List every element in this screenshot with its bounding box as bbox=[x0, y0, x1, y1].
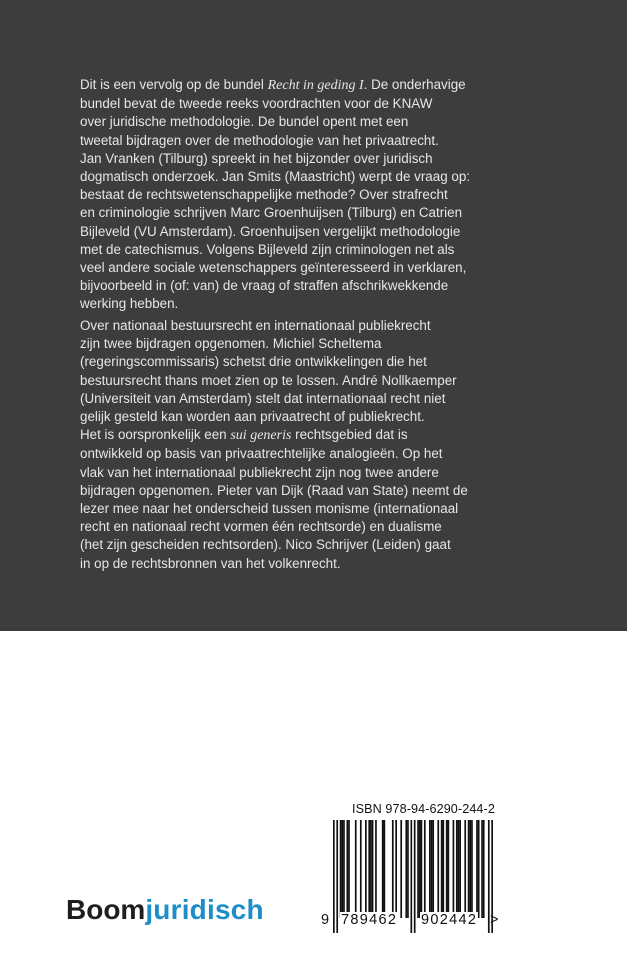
italic-title: Recht in geding I bbox=[267, 78, 364, 93]
text-line: veel andere sociale wetenschappers geïnteresseerd in verklaren, bbox=[80, 260, 467, 276]
barcode-bar bbox=[478, 820, 480, 918]
barcode-bar bbox=[468, 820, 470, 918]
barcode-bar bbox=[365, 820, 367, 918]
barcode-bar bbox=[355, 820, 357, 918]
barcode-bar bbox=[419, 820, 421, 918]
barcode-bar bbox=[400, 820, 402, 918]
text-line: lezer mee naar het onderscheid tussen monisme (internationaal bbox=[80, 501, 459, 517]
barcode-bar bbox=[481, 820, 483, 918]
barcode-bar bbox=[395, 820, 397, 918]
barcode-bar bbox=[375, 820, 377, 918]
barcode-bar bbox=[410, 820, 412, 933]
barcode-bar bbox=[340, 820, 342, 918]
text-line: Dit is een vervolg op de bundel Recht in geding I. De onderhavige bbox=[80, 77, 466, 93]
text-line: Bijleveld (VU Amsterdam). Groenhuijsen vergelijkt methodologie bbox=[80, 223, 461, 239]
text-line: (Universiteit van Amsterdam) stelt dat internationaal recht niet bbox=[80, 390, 446, 406]
text-line: Jan Vranken (Tilburg) spreekt in het bijzonder over juridisch bbox=[80, 150, 433, 166]
barcode-bar bbox=[348, 820, 350, 918]
barcode-bar bbox=[458, 820, 460, 918]
barcode-quiet-zone-mark: > bbox=[490, 912, 499, 928]
barcode-bar bbox=[431, 820, 433, 918]
barcode-bar bbox=[459, 820, 461, 918]
barcode-bar bbox=[429, 820, 431, 918]
barcode-bar bbox=[441, 820, 443, 918]
barcode-bar bbox=[432, 820, 434, 918]
blurb-paragraph-1 bbox=[80, 76, 550, 314]
barcode-bar bbox=[464, 820, 466, 918]
logo-juridisch: juridisch bbox=[145, 894, 264, 925]
text-line: en criminologie schrijven Marc Groenhuijsen (Tilburg) en Catrien bbox=[80, 205, 463, 221]
barcode-bar bbox=[405, 820, 407, 918]
barcode-bar bbox=[384, 820, 386, 918]
text-line: bijdragen opgenomen. Pieter van Dijk (Raad van State) neemt de bbox=[80, 482, 468, 498]
blurb-paragraph-2 bbox=[80, 317, 550, 573]
barcode-digit-first: 9 bbox=[321, 912, 330, 928]
barcode-bar bbox=[343, 820, 345, 918]
text-line: (regeringscommissaris) schetst drie ontwikkelingen die het bbox=[80, 354, 427, 370]
text-line: bestuursrecht thans moet zien op te lossen. André Nollkaemper bbox=[80, 372, 457, 388]
barcode-bar bbox=[333, 820, 335, 933]
barcode-bar bbox=[476, 820, 478, 918]
text-line: dogmatisch onderzoek. Jan Smits (Maastricht) werpt de vraag op: bbox=[80, 169, 470, 185]
barcode-bar bbox=[471, 820, 473, 918]
publisher-logo bbox=[66, 894, 264, 926]
text-line: vlak van het internationaal publiekrecht zijn nog twee andere bbox=[80, 464, 439, 480]
barcode-bar bbox=[372, 820, 374, 918]
barcode-bar bbox=[483, 820, 485, 918]
text-line: (het zijn gescheiden rechtsorden). Nico Schrijver (Leiden) gaat bbox=[80, 537, 451, 553]
barcode-bar bbox=[407, 820, 409, 918]
barcode-digits-right: 902442 bbox=[421, 912, 478, 928]
text-line: met de catechismus. Volgens Bijleveld zijn criminologen net als bbox=[80, 241, 455, 257]
barcode-bar bbox=[368, 820, 370, 918]
text-line: ontwikkeld op basis van privaatrechtelijke analogieën. Op het bbox=[80, 446, 443, 462]
barcode-bar bbox=[453, 820, 455, 918]
barcode-bar bbox=[417, 820, 419, 918]
barcode-bar bbox=[414, 820, 416, 933]
text-line: in op de rechtsbronnen van het volkenrecht. bbox=[80, 555, 341, 571]
text-line: recht en nationaal recht vormen één rechtsorde) en dualisme bbox=[80, 519, 442, 535]
isbn-label: ISBN 978-94-6290-244-2 bbox=[352, 802, 495, 816]
barcode-bar bbox=[437, 820, 439, 918]
text-line: over juridische methodologie. De bundel opent met een bbox=[80, 114, 409, 130]
barcode-bar bbox=[456, 820, 458, 918]
barcode-bar bbox=[370, 820, 372, 918]
barcode-bar bbox=[336, 820, 338, 933]
barcode-bar bbox=[341, 820, 343, 918]
barcode-bar bbox=[442, 820, 444, 918]
barcode-bar bbox=[469, 820, 471, 918]
barcode-digits-left: 789462 bbox=[341, 912, 398, 928]
barcode-bar bbox=[382, 820, 384, 918]
text-line: werking hebben. bbox=[80, 296, 179, 312]
text-line: bijvoorbeeld in (of: van) de vraag of straffen afschrikwekkende bbox=[80, 278, 449, 294]
barcode-bar bbox=[448, 820, 450, 918]
text-line: Over nationaal bestuursrecht en internationaal publiekrecht bbox=[80, 318, 431, 333]
barcode-bar bbox=[421, 820, 423, 918]
text-line: zijn twee bijdragen opgenomen. Michiel Scheltema bbox=[80, 336, 382, 352]
logo-boom: Boom bbox=[66, 894, 146, 925]
italic-title: sui generis bbox=[230, 428, 292, 444]
barcode-bar bbox=[346, 820, 348, 918]
text-line: tweetal bijdragen over de methodologie van het privaatrecht. bbox=[80, 132, 439, 148]
barcode-bar bbox=[360, 820, 362, 918]
text-line: bestaat de rechtswetenschappelijke methode? Over strafrecht bbox=[80, 187, 448, 203]
barcode-bar bbox=[424, 820, 426, 918]
barcode-bar bbox=[446, 820, 448, 918]
text-line: bundel bevat de tweede reeks voordrachten voor de KNAW bbox=[80, 96, 433, 112]
text-line: gelijk gesteld kan worden aan privaatrecht of publiekrecht. bbox=[80, 409, 425, 425]
barcode-bar bbox=[392, 820, 394, 918]
text-line: Het is oorspronkelijk een sui generis rechtsgebied dat is bbox=[80, 427, 408, 444]
